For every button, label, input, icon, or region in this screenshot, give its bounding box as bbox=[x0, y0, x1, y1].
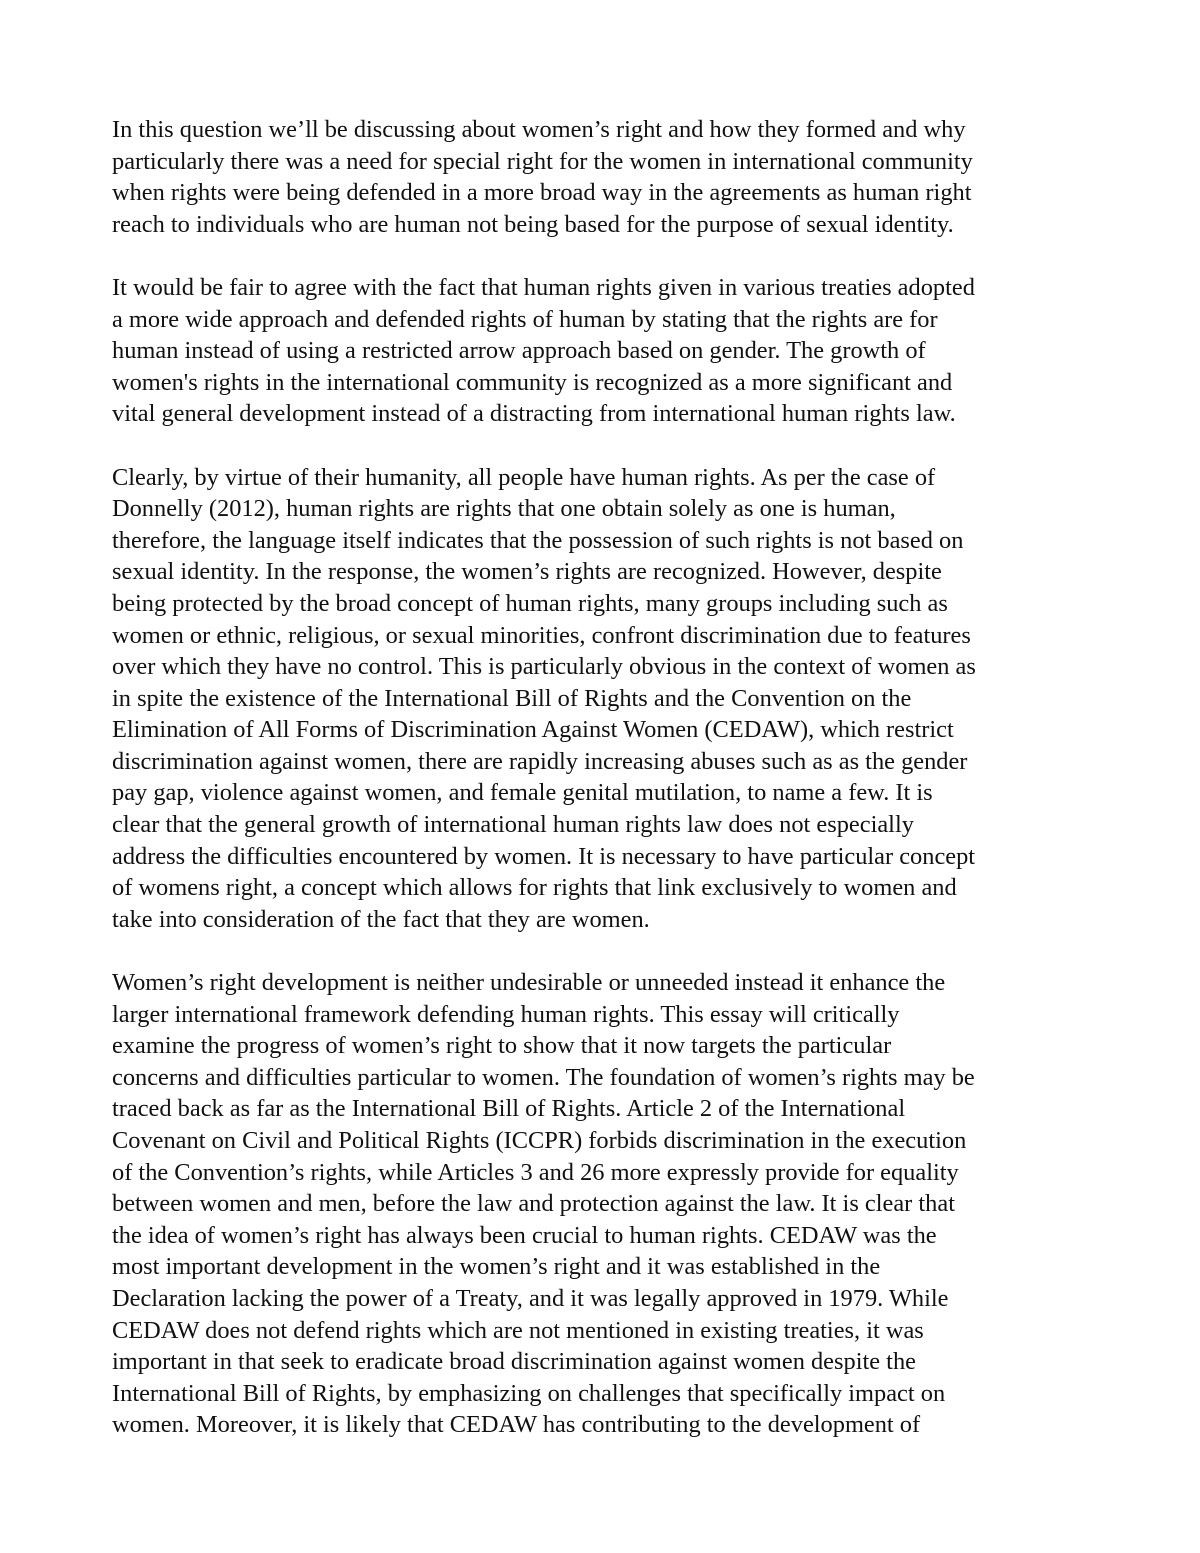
text-line: examine the progress of women’s right to show that it now targets the particular bbox=[112, 1032, 892, 1060]
text-line: traced back as far as the International Bill of Rights. Article 2 of the International bbox=[112, 1095, 906, 1123]
text-line: Declaration lacking the power of a Treaty, and it was legally approved in 1979. While bbox=[112, 1284, 949, 1312]
text-line: being protected by the broad concept of human rights, many groups including such as bbox=[112, 589, 948, 617]
paragraph-3 bbox=[112, 462, 1102, 936]
text-line: most important development in the women’s right and it was established in the bbox=[112, 1253, 881, 1281]
text-line: between women and men, before the law and protection against the law. It is clear that bbox=[112, 1190, 955, 1218]
text-line: a more wide approach and defended rights of human by stating that the rights are for bbox=[112, 305, 938, 333]
text-line: clear that the general growth of international human rights law does not especially bbox=[112, 811, 914, 839]
text-line: particularly there was a need for special right for the women in international community bbox=[112, 147, 973, 175]
text-line: in spite the existence of the International Bill of Rights and the Convention on the bbox=[112, 684, 912, 712]
text-line: Donnelly (2012), human rights are rights that one obtain solely as one is human, bbox=[112, 495, 896, 523]
text-line: Clearly, by virtue of their humanity, all people have human rights. As per the case of bbox=[112, 463, 936, 491]
paragraph-4 bbox=[112, 967, 1102, 1441]
text-line: CEDAW does not defend rights which are not mentioned in existing treaties, it was bbox=[112, 1316, 924, 1344]
text-line: pay gap, violence against women, and female genital mutilation, to name a few. It is bbox=[112, 779, 933, 807]
text-line: when rights were being defended in a more broad way in the agreements as human right bbox=[112, 179, 972, 207]
text-line: International Bill of Rights, by emphasizing on challenges that specifically impact on bbox=[112, 1379, 946, 1407]
text-line: women. Moreover, it is likely that CEDAW has contributing to the development of bbox=[112, 1411, 921, 1439]
text-line: women's rights in the international community is recognized as a more significant and bbox=[112, 368, 953, 396]
text-line: of womens right, a concept which allows for rights that link exclusively to women and bbox=[112, 874, 957, 902]
text-line: concerns and difficulties particular to women. The foundation of women’s rights may be bbox=[112, 1063, 975, 1091]
text-line: reach to individuals who are human not being based for the purpose of sexual identity. bbox=[112, 210, 954, 238]
text-line: sexual identity. In the response, the women’s rights are recognized. However, despite bbox=[112, 558, 942, 586]
text-line: discrimination against women, there are rapidly increasing abuses such as as the gender bbox=[112, 747, 968, 775]
text-line: important in that seek to eradicate broad discrimination against women despite the bbox=[112, 1348, 916, 1376]
text-line: the idea of women’s right has always been crucial to human rights. CEDAW was the bbox=[112, 1221, 937, 1249]
text-line: Covenant on Civil and Political Rights (ICCPR) forbids discrimination in the execution bbox=[112, 1127, 967, 1154]
text-line: In this question we’ll be discussing about women’s right and how they formed and why bbox=[112, 116, 966, 143]
text-line: Elimination of All Forms of Discrimination Against Women (CEDAW), which restrict bbox=[112, 716, 954, 744]
document-body bbox=[112, 114, 1102, 1441]
text-line: of the Convention’s rights, while Articles 3 and 26 more expressly provide for equality bbox=[112, 1158, 959, 1186]
text-line: vital general development instead of a distracting from international human rights law. bbox=[112, 400, 956, 428]
text-line: therefore, the language itself indicates that the possession of such rights is not based on bbox=[112, 526, 964, 554]
text-line: over which they have no control. This is particularly obvious in the context of women as bbox=[112, 653, 976, 681]
text-line: take into consideration of the fact that they are women. bbox=[112, 905, 650, 933]
text-line: It would be fair to agree with the fact that human rights given in various treaties adopted bbox=[112, 273, 975, 301]
text-line: human instead of using a restricted arrow approach based on gender. The growth of bbox=[112, 337, 926, 365]
text-line: address the difficulties encountered by women. It is necessary to have particular concept bbox=[112, 842, 976, 870]
paragraph-2 bbox=[112, 272, 1102, 430]
paragraph-1 bbox=[112, 114, 1102, 240]
text-line: Women’s right development is neither undesirable or unneeded instead it enhance the bbox=[112, 969, 946, 997]
text-line: larger international framework defending human rights. This essay will critically bbox=[112, 1000, 900, 1028]
text-line: women or ethnic, religious, or sexual minorities, confront discrimination due to features bbox=[112, 621, 971, 649]
